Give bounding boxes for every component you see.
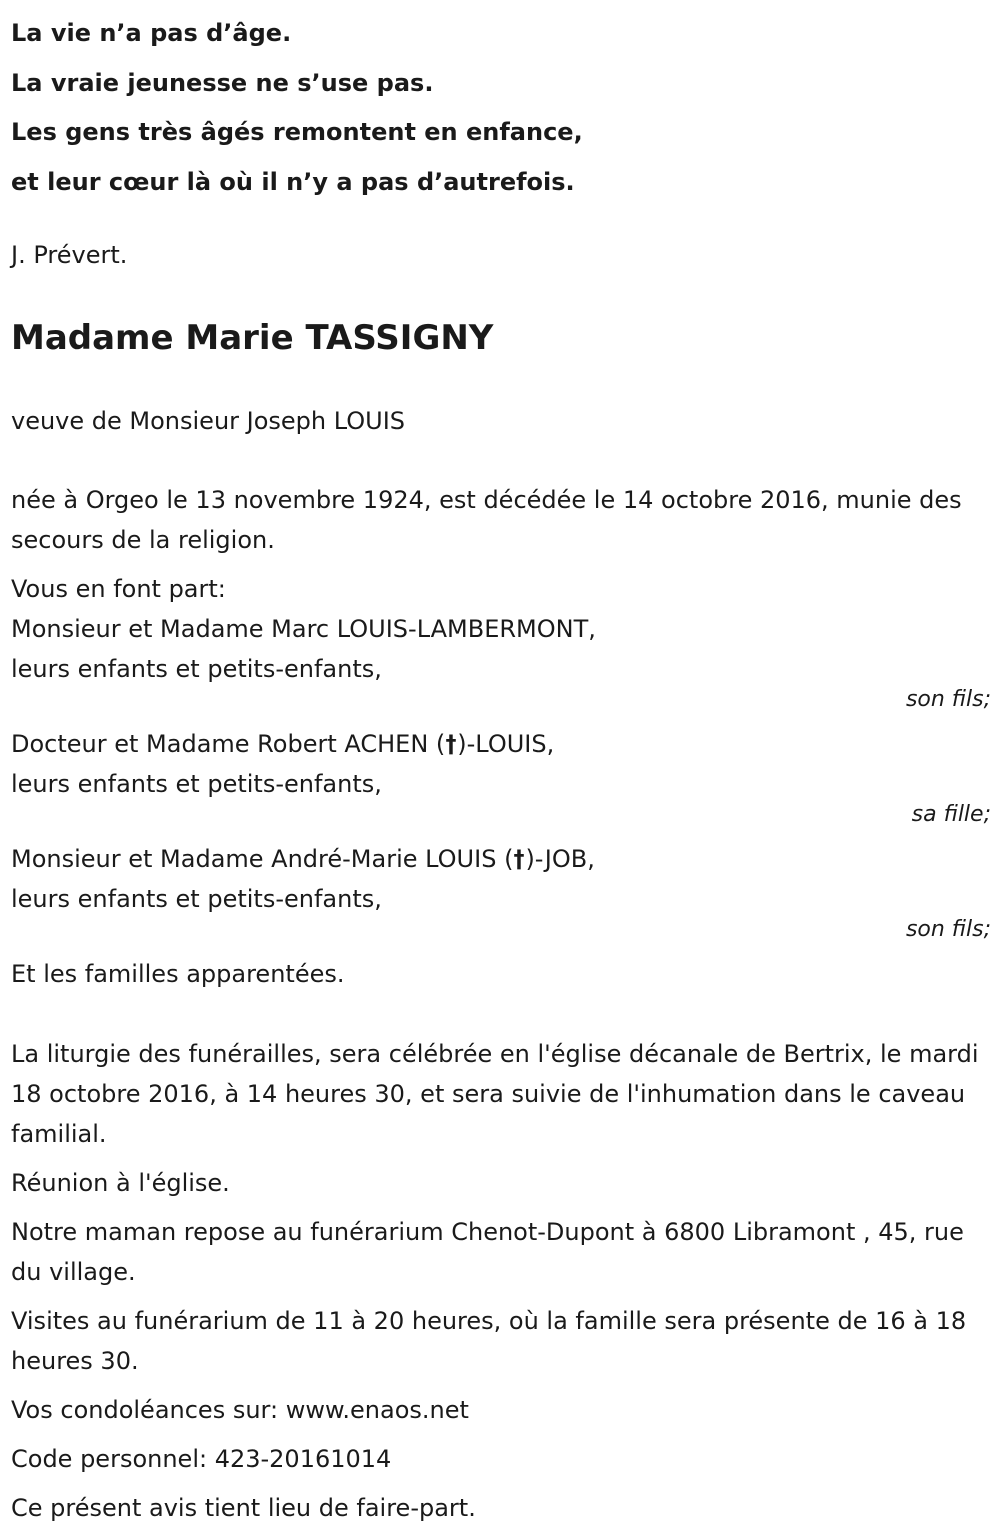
family-name-part: Monsieur et Madame André-Marie LOUIS ( — [11, 845, 514, 873]
poem-line: Les gens très âgés remontent en enfance, — [11, 118, 583, 146]
family-name — [11, 609, 991, 649]
family-list — [11, 609, 991, 942]
family-entry — [11, 724, 991, 827]
condolences-text: Vos condoléances sur: www.enaos.net — [11, 1396, 469, 1424]
family-relation: sa fille; — [911, 802, 991, 827]
family-name-part: Monsieur et Madame Marc LOUIS-LAMBERMONT, — [11, 615, 596, 643]
family-relation: son fils; — [905, 687, 991, 712]
family-name-part: )-JOB, — [525, 845, 595, 873]
liturgy-text: La liturgie des funérailles, sera célébrée en l'église décanale de Bertrix, le mardi 18 octobre 2016, à 14 heures 30, et sera suivie de l'inhumation dans le caveau familial. — [11, 1040, 979, 1148]
family-entry — [11, 609, 991, 712]
visits-text: Visites au funérarium de 11 à 20 heures, où la famille sera présente de 16 à 18 heures 30. — [11, 1307, 967, 1375]
meeting-text: Réunion à l'église. — [11, 1169, 230, 1197]
widow-of: veuve de Monsieur Joseph LOUIS — [11, 407, 406, 435]
poem-line: La vie n’a pas d’âge. — [11, 19, 292, 47]
deceased-name: Madame Marie TASSIGNY — [11, 318, 494, 358]
cross-icon: † — [514, 845, 525, 873]
personal-code: Code personnel: 423-20161014 — [11, 1445, 392, 1473]
family-children: leurs enfants et petits-enfants, — [11, 770, 382, 798]
poem-author: J. Prévert. — [11, 241, 128, 269]
announcement-intro: Vous en font part: — [11, 575, 226, 603]
obituary-notice — [11, 0, 991, 1528]
family-name-part: Docteur et Madame Robert ACHEN ( — [11, 730, 446, 758]
family-name — [11, 839, 991, 879]
family-name — [11, 724, 991, 764]
birth-death-text: née à Orgeo le 13 novembre 1924, est décédée le 14 octobre 2016, munie des secours de la religion. — [11, 486, 962, 554]
family-children: leurs enfants et petits-enfants, — [11, 655, 382, 683]
related-families: Et les familles apparentées. — [11, 960, 345, 988]
family-children: leurs enfants et petits-enfants, — [11, 885, 382, 913]
poem-line: La vraie jeunesse ne s’use pas. — [11, 68, 434, 97]
cross-icon: † — [445, 730, 457, 758]
family-name-part: )-LOUIS, — [457, 730, 555, 758]
rest-location-text: Notre maman repose au funérarium Chenot-Dupont à 6800 Libramont , 45, rue du village. — [11, 1218, 964, 1286]
poem-line: et leur cœur là où il n’y a pas d’autrefois. — [11, 167, 575, 196]
family-entry — [11, 839, 991, 942]
poem-quote — [11, 9, 991, 207]
family-relation: son fils; — [905, 917, 991, 942]
notice-text: Ce présent avis tient lieu de faire-part. — [11, 1494, 476, 1522]
